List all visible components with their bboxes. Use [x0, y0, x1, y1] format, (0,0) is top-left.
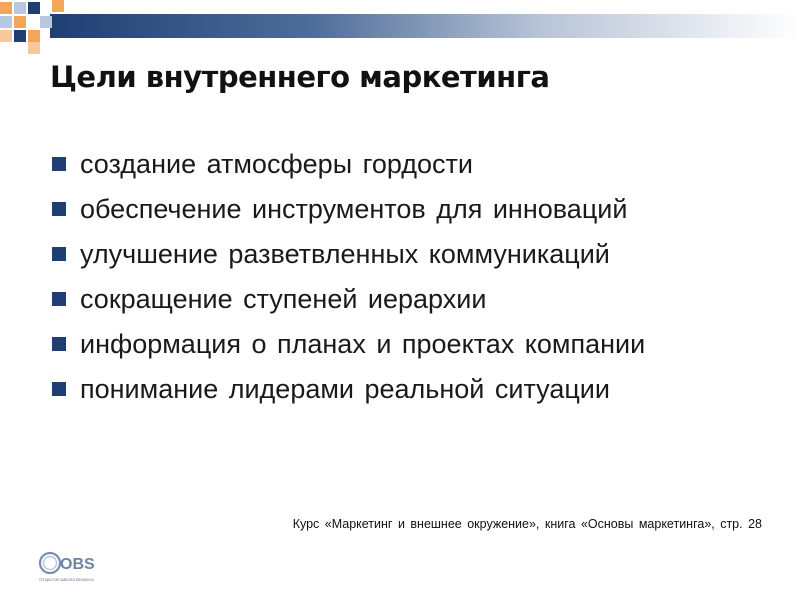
- decor-square: [0, 16, 12, 28]
- bullet-text: понимание лидерами реальной ситуации: [80, 374, 610, 404]
- decor-square: [28, 42, 40, 54]
- square-bullet-icon: [52, 292, 66, 306]
- square-bullet-icon: [52, 382, 66, 396]
- bullet-item: [52, 373, 645, 418]
- bullet-text: сокращение ступеней иерархии: [80, 284, 487, 314]
- bullet-text: улучшение разветвленных коммуникаций: [80, 239, 610, 269]
- bullet-item: [52, 328, 645, 373]
- decor-square: [52, 0, 64, 12]
- decor-square: [28, 2, 40, 14]
- bullet-list: [52, 148, 645, 418]
- decor-square: [14, 2, 26, 14]
- header-gradient-bar: [50, 14, 800, 38]
- obs-logo-graphic: [38, 550, 104, 584]
- square-bullet-icon: [52, 202, 66, 216]
- bullet-item: [52, 148, 645, 193]
- decor-square: [0, 2, 12, 14]
- bullet-item: [52, 193, 645, 238]
- bullet-item: [52, 283, 645, 328]
- bullet-item: [52, 238, 645, 283]
- square-bullet-icon: [52, 157, 66, 171]
- slide-title: Цели внутреннего маркетинга: [50, 60, 550, 94]
- obs-logo-icon: [38, 550, 104, 584]
- decor-square: [14, 30, 26, 42]
- decor-square: [0, 30, 12, 42]
- bullet-text: информация о планах и проектах компании: [80, 329, 646, 359]
- bullet-text: обеспечение инструментов для инноваций: [80, 194, 628, 224]
- source-note: Курс «Маркетинг и внешнее окружение», книга «Основы маркетинга», стр. 28: [292, 517, 762, 531]
- decor-square: [40, 16, 52, 28]
- square-bullet-icon: [52, 337, 66, 351]
- logo-subtitle: Открытая Школа Бизнеса: [39, 577, 94, 582]
- bullet-text: создание атмосферы гордости: [80, 149, 473, 179]
- decor-square: [28, 30, 40, 42]
- square-bullet-icon: [52, 247, 66, 261]
- decor-square: [14, 16, 26, 28]
- logo-text: OBS: [60, 556, 95, 573]
